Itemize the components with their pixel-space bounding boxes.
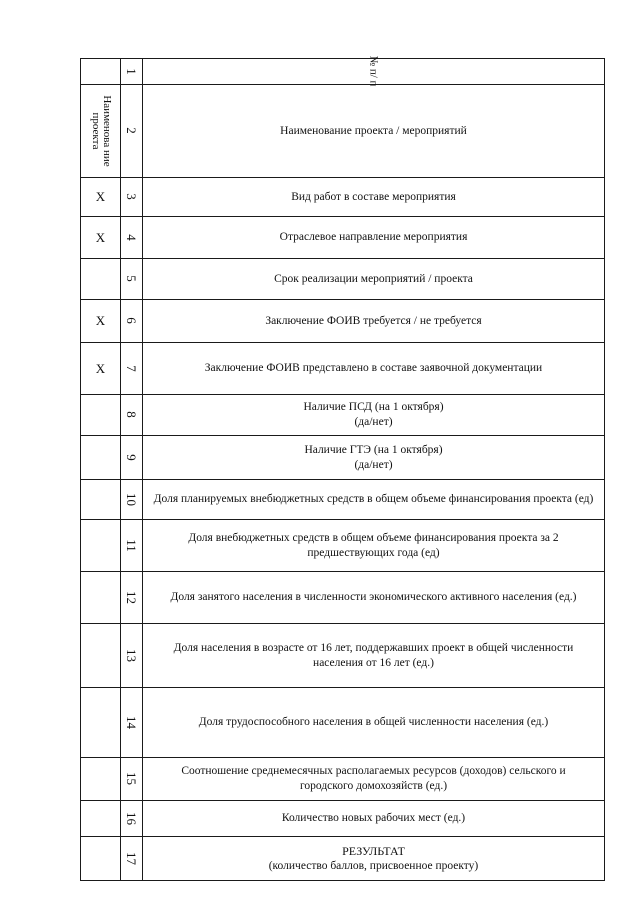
row-number-cell: 9 <box>121 436 143 480</box>
row-number-cell: 3 <box>121 178 143 217</box>
name-column-header: Наименова ние проекта <box>81 85 121 178</box>
mark-cell <box>81 758 121 801</box>
result-title: РЕЗУЛЬТАТ <box>342 843 405 858</box>
row-description: Срок реализации мероприятий / проекта <box>143 259 605 300</box>
mark-cell <box>81 520 121 572</box>
row-description: Соотношение среднемесячных располагаемых ресурсов (доходов) сельского и городского домохозяйств (ед.) <box>143 758 605 801</box>
name-column-cell <box>81 59 121 85</box>
row-number-cell: 8 <box>121 395 143 436</box>
row-description: Доля планируемых внебюджетных средств в общем объеме финансирования проекта (ед) <box>143 480 605 520</box>
row-number-cell: 7 <box>121 343 143 395</box>
row-number-cell: 17 <box>121 837 143 881</box>
row-number-cell: 2 <box>121 85 143 178</box>
table-row <box>81 85 605 178</box>
mark-cell <box>81 480 121 520</box>
criteria-table <box>80 55 605 881</box>
result-cell <box>143 837 605 881</box>
mark-cell <box>81 837 121 881</box>
row-description: Наименование проекта / мероприятий <box>143 85 605 178</box>
result-subtitle: (количество баллов, присвоенное проекту) <box>268 859 479 872</box>
table-row <box>81 572 605 624</box>
row-number-cell: 10 <box>121 480 143 520</box>
row-number-cell: 6 <box>121 300 143 343</box>
row-number-cell: 13 <box>121 624 143 688</box>
mark-cell <box>81 436 121 480</box>
table-row <box>81 436 605 480</box>
table-row <box>81 520 605 572</box>
mark-cell <box>81 572 121 624</box>
table-row <box>81 688 605 758</box>
mark-cell: Х <box>81 343 121 395</box>
row-number-cell: 1 <box>121 59 143 85</box>
table-row <box>81 758 605 801</box>
table-row <box>81 259 605 300</box>
table-row <box>81 801 605 837</box>
mark-cell <box>81 395 121 436</box>
row-number-cell: 5 <box>121 259 143 300</box>
row-description: Заключение ФОИВ представлено в составе заявочной документации <box>143 343 605 395</box>
row-description: Отраслевое направление мероприятия <box>143 217 605 259</box>
row-description: Доля внебюджетных средств в общем объеме финансирования проекта за 2 предшествующих года (ед) <box>143 520 605 572</box>
table-row <box>81 480 605 520</box>
table-row <box>81 59 605 85</box>
row-number-cell: 12 <box>121 572 143 624</box>
row-description: Наличие ГТЭ (на 1 октября) (да/нет) <box>143 436 605 480</box>
mark-cell: Х <box>81 300 121 343</box>
row-description: Доля трудоспособного населения в общей численности населения (ед.) <box>143 688 605 758</box>
row-number-cell: 11 <box>121 520 143 572</box>
row-number-cell: 14 <box>121 688 143 758</box>
table-row <box>81 217 605 259</box>
mark-cell: Х <box>81 217 121 259</box>
row-description: Доля населения в возрасте от 16 лет, поддержавших проект в общей численности населения от 16 лет (ед.) <box>143 624 605 688</box>
table-row <box>81 178 605 217</box>
table-row <box>81 395 605 436</box>
table-row <box>81 624 605 688</box>
row-description: Заключение ФОИВ требуется / не требуется <box>143 300 605 343</box>
table-row <box>81 300 605 343</box>
row-description: Вид работ в составе мероприятия <box>143 178 605 217</box>
mark-cell <box>81 801 121 837</box>
table-row <box>81 343 605 395</box>
table-row <box>81 837 605 881</box>
row-number-cell: 16 <box>121 801 143 837</box>
mark-cell <box>81 624 121 688</box>
row-description: Доля занятого населения в численности экономического активного населения (ед.) <box>143 572 605 624</box>
column-header-number-label: № п/ п <box>143 59 605 85</box>
row-number-cell: 15 <box>121 758 143 801</box>
mark-cell <box>81 688 121 758</box>
row-number-cell: 4 <box>121 217 143 259</box>
row-description: Количество новых рабочих мест (ед.) <box>143 801 605 837</box>
mark-cell: Х <box>81 178 121 217</box>
row-description: Наличие ПСД (на 1 октября) (да/нет) <box>143 395 605 436</box>
mark-cell <box>81 259 121 300</box>
